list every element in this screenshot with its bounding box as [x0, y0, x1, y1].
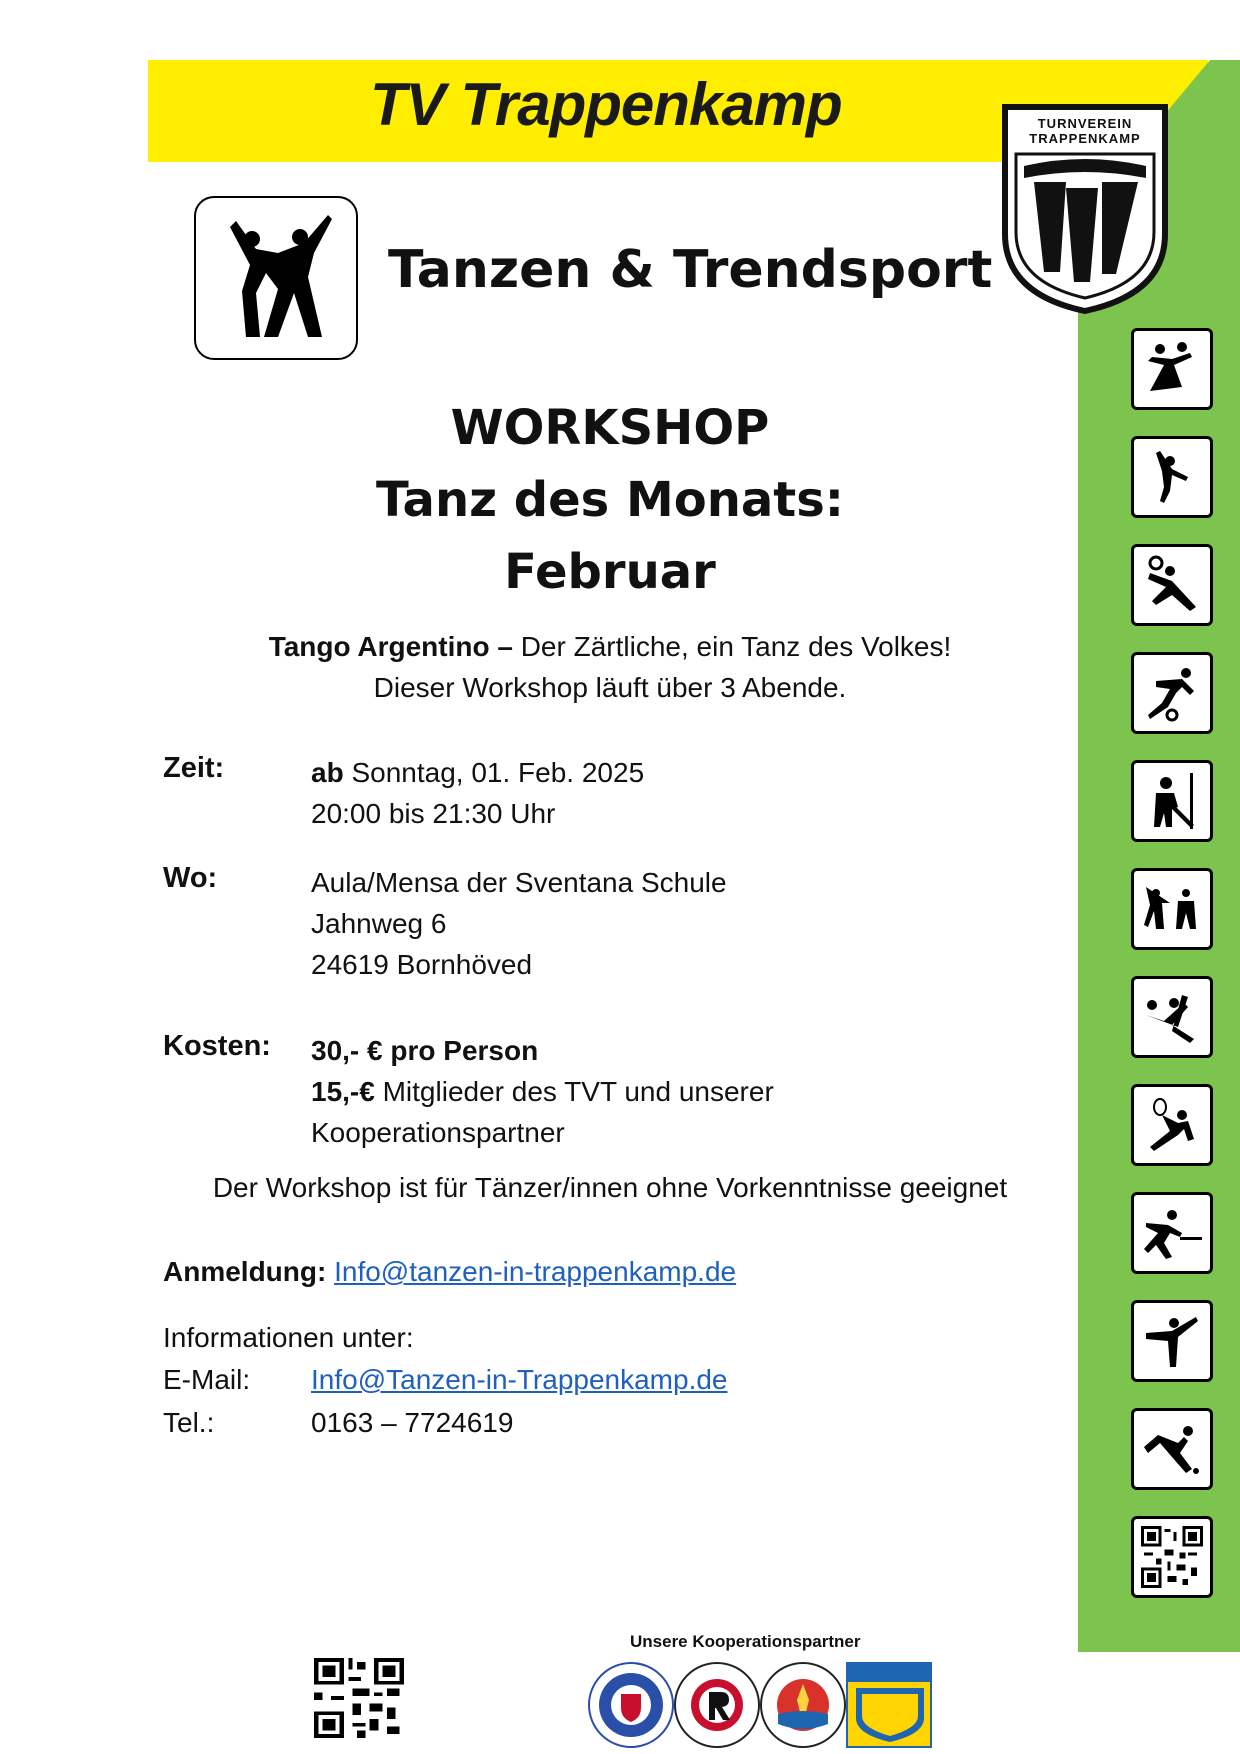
contact-email-link[interactable]: Info@Tanzen-in-Trappenkamp.de — [311, 1364, 728, 1395]
anmeldung-row — [163, 1256, 736, 1288]
zeit-value — [311, 752, 644, 834]
ballroom-dance-icon — [1131, 328, 1213, 410]
wo-line2: Jahnweg 6 — [311, 908, 447, 939]
dance-description: Der Zärtliche, ein Tanz des Volkes! — [512, 631, 952, 662]
kosten-line3: Kooperationspartner — [311, 1117, 565, 1148]
floorball-icon — [1131, 760, 1213, 842]
partner-logo-quellenhaupt — [588, 1662, 674, 1748]
badminton-icon — [1131, 1084, 1213, 1166]
table-tennis-icon — [1131, 1192, 1213, 1274]
partner-logo-rickling — [674, 1662, 760, 1748]
qr-code-icon — [1131, 1516, 1213, 1598]
kosten-line2: Mitglieder des TVT und unserer — [374, 1076, 774, 1107]
zeit-time: 20:00 bis 21:30 Uhr — [311, 798, 556, 829]
kosten-value — [311, 1030, 774, 1153]
ballet-icon — [1131, 1300, 1213, 1382]
workshop-line1: WORKSHOP — [450, 400, 770, 456]
workshop-title — [160, 392, 1060, 608]
club-title: TV Trappenkamp — [370, 71, 842, 138]
wo-line3: 24619 Bornhöved — [311, 949, 533, 980]
shield-line2: TRAPPENKAMP — [1029, 131, 1141, 146]
wo-line1: Aula/Mensa der Sventana Schule — [311, 867, 727, 898]
contact-intro: Informationen unter: — [163, 1322, 414, 1353]
gymnastics-icon — [1131, 436, 1213, 518]
handball-icon — [1131, 544, 1213, 626]
partner-logo-schmalensee — [760, 1662, 846, 1748]
kosten-label: Kosten: — [163, 1030, 271, 1062]
dance-pictogram-logo — [194, 196, 358, 360]
volleyball-icon — [1131, 976, 1213, 1058]
partners-title: Unsere Kooperationspartner — [630, 1632, 861, 1651]
anmeldung-label: Anmeldung: — [163, 1256, 327, 1287]
fitness-icon — [1131, 1408, 1213, 1490]
qr-code-icon[interactable] — [314, 1658, 404, 1738]
zeit-date: Sonntag, 01. Feb. 2025 — [343, 757, 645, 788]
tel-number: 0163 – 7724619 — [311, 1407, 514, 1438]
wo-label: Wo: — [163, 862, 218, 894]
intro-text — [160, 626, 1060, 708]
workshop-note: Der Workshop ist für Tänzer/innen ohne Vorkenntnisse geeignet — [212, 1172, 1008, 1203]
page-heading: Tanzen & Trendsport — [388, 240, 993, 300]
football-icon — [1131, 652, 1213, 734]
email-label: E-Mail: — [163, 1364, 251, 1395]
sport-icons-column — [1131, 328, 1215, 1598]
workshop-line3: Februar — [504, 544, 716, 600]
workshop-line2: Tanz des Monats: — [376, 472, 844, 528]
wo-value — [311, 862, 727, 985]
zeit-prefix: ab — [311, 757, 344, 788]
martial-arts-icon — [1131, 868, 1213, 950]
partner-logo-wankendorf — [846, 1662, 932, 1748]
intro-line2: Dieser Workshop läuft über 3 Abende. — [373, 672, 847, 703]
kosten-line1: 30,- € pro Person — [311, 1035, 539, 1066]
anmeldung-email-link[interactable]: Info@tanzen-in-trappenkamp.de — [334, 1256, 737, 1287]
dancing-couple-icon — [216, 213, 336, 343]
kosten-member-price: 15,-€ — [311, 1076, 375, 1107]
tel-label: Tel.: — [163, 1407, 215, 1438]
zeit-label: Zeit: — [163, 752, 225, 784]
dance-name: Tango Argentino – — [268, 631, 513, 662]
shield-line1: TURNVEREIN — [1037, 116, 1133, 131]
